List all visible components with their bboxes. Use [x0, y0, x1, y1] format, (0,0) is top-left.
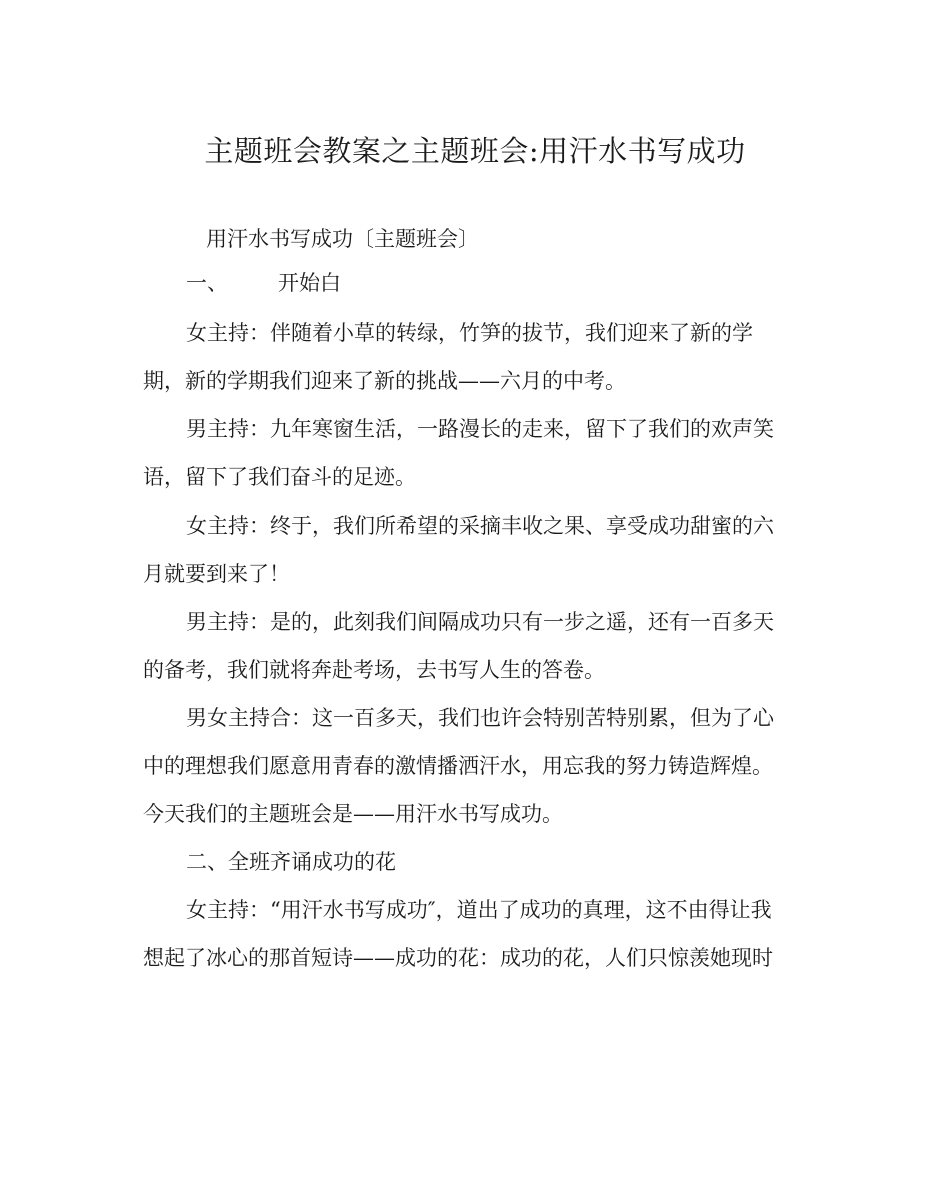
paragraph-line: 男主持：九年寒窗生活，一路漫长的走来，留下了我们的欢声笑: [186, 417, 774, 441]
section-heading: 开始白: [278, 271, 341, 295]
document-title: 主题班会教案之主题班会:用汗水书写成功: [204, 134, 746, 168]
paragraph-line: 女主持：“用汗水书写成功″，道出了成功的真理，这不由得让我: [186, 898, 772, 922]
paragraph-line: 月就要到来了！: [143, 562, 290, 586]
paragraph-line: 女主持：终于，我们所希望的采摘丰收之果、享受成功甜蜜的六: [186, 514, 774, 538]
paragraph-line: 期，新的学期我们迎来了新的挑战——六月的中考。: [143, 369, 626, 393]
section-heading: 二、全班齐诵成功的花: [186, 850, 396, 874]
section-number: 一、: [186, 271, 228, 295]
document-subtitle: 用汗水书写成功〔主题班会〕: [206, 227, 479, 251]
paragraph-line: 想起了冰心的那首短诗——成功的花：成功的花，人们只惊羡她现时: [143, 946, 773, 970]
paragraph-line: 今天我们的主题班会是——用汗水书写成功。: [143, 802, 563, 826]
paragraph-line: 男女主持合：这一百多天，我们也许会特别苦特别累，但为了心: [186, 706, 774, 730]
paragraph-line: 男主持：是的，此刻我们间隔成功只有一步之遥，还有一百多天: [186, 610, 774, 634]
paragraph-line: 的备考，我们就将奔赴考场，去书写人生的答卷。: [143, 658, 605, 682]
paragraph-line: 中的理想我们愿意用青春的激情播洒汗水，用忘我的努力铸造辉煌。: [143, 754, 773, 778]
paragraph-line: 语，留下了我们奋斗的足迹。: [143, 465, 416, 489]
paragraph-line: 女主持：伴随着小草的转绿，竹笋的拔节，我们迎来了新的学: [186, 321, 753, 345]
